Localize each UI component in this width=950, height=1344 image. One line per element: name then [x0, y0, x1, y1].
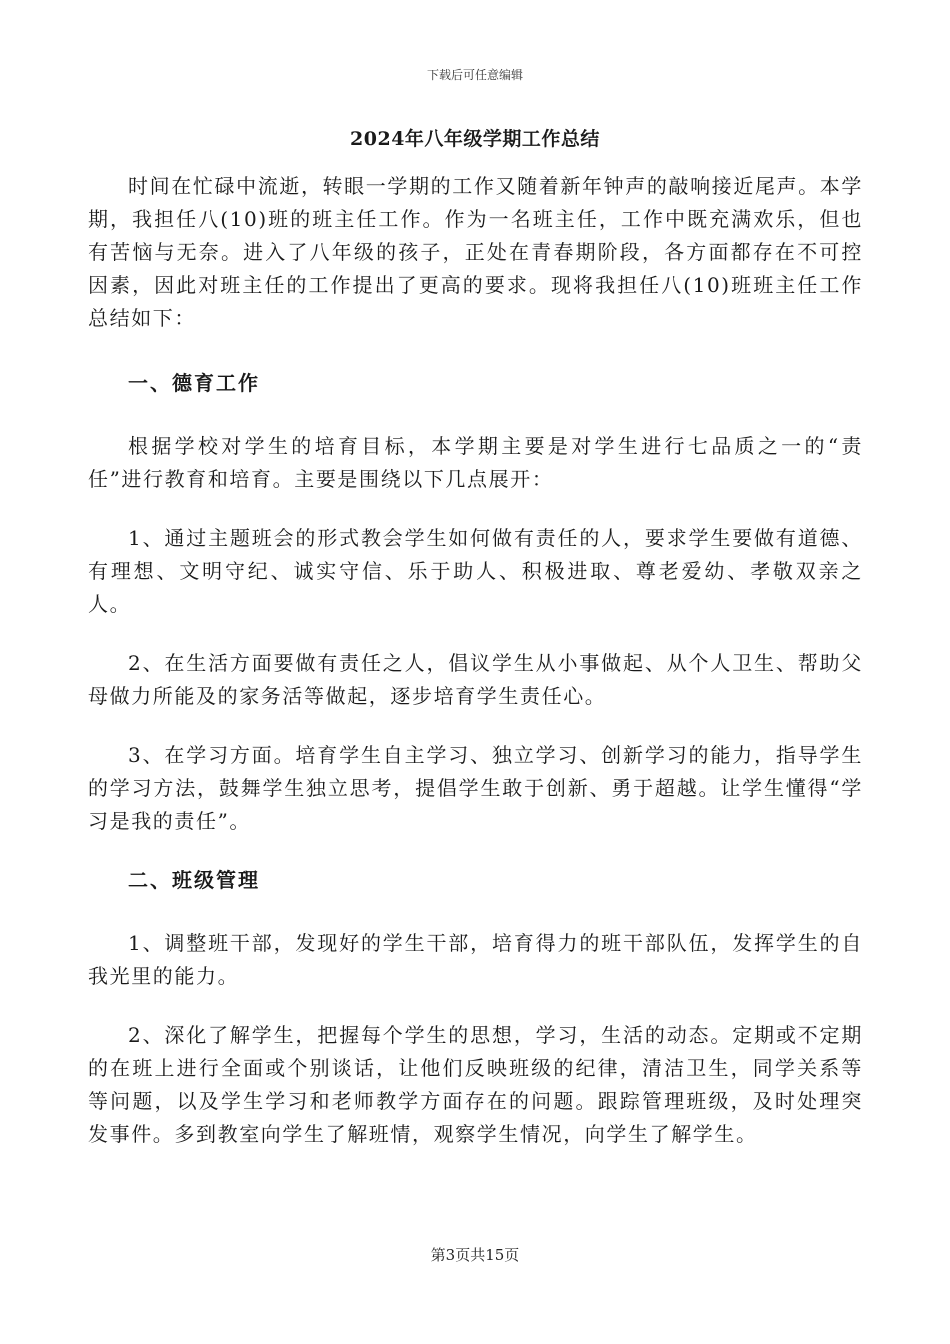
page-number: 第3页共15页 [430, 1246, 520, 1264]
document-body [88, 170, 863, 1177]
section-1-paragraph: 2、在生活方面要做有责任之人，倡议学生从小事做起、从个人卫生、帮助父母做力所能及的家务活等做起，逐步培育学生责任心。 [88, 651, 863, 708]
section-2-paragraph: 2、深化了解学生，把握每个学生的思想，学习，生活的动态。定期或不定期的在班上进行全面或个别谈话，让他们反映班级的纪律，清洁卫生，同学关系等等问题，以及学生学习和老师教学方面存在的问题。跟踪管理班级，及时处理突发事件。多到教室向学生了解班情，观察学生情况，向学生了解学生。 [88, 1023, 863, 1146]
section-2-paragraph: 1、调整班干部，发现好的学生干部，培育得力的班干部队伍，发挥学生的自我光里的能力。 [88, 931, 863, 988]
page-header-note: 下载后可任意编辑 [426, 68, 523, 82]
section-1-paragraph: 根据学校对学生的培育目标，本学期主要是对学生进行七品质之一的“责任”进行教育和培育。主要是围绕以下几点展开： [88, 434, 863, 491]
document-title: 2024年八年级学期工作总结 [350, 128, 600, 150]
section-1-paragraph: 3、在学习方面。培育学生自主学习、独立学习、创新学习的能力，指导学生的学习方法，鼓舞学生独立思考，提倡学生敢于创新、勇于超越。让学生懂得“学习是我的责任”。 [88, 743, 863, 833]
intro-paragraph: 时间在忙碌中流逝，转眼一学期的工作又随着新年钟声的敲响接近尾声。本学期，我担任八(10)班的班主任工作。作为一名班主任，工作中既充满欢乐，但也有苦恼与无奈。进入了八年级的孩子，正处在青春期阶段，各方面都存在不可控因素，因此对班主任的工作提出了更高的要求。现将我担任八(10)班班主任工作总结如下： [88, 174, 863, 330]
section-heading-moral-education: 一、德育工作 [128, 371, 260, 395]
section-heading-class-management: 二、班级管理 [128, 868, 260, 892]
section-1-paragraph: 1、通过主题班会的形式教会学生如何做有责任的人，要求学生要做有道德、有理想、文明守纪、诚实守信、乐于助人、积极进取、尊老爱幼、孝敬双亲之人。 [88, 526, 863, 616]
